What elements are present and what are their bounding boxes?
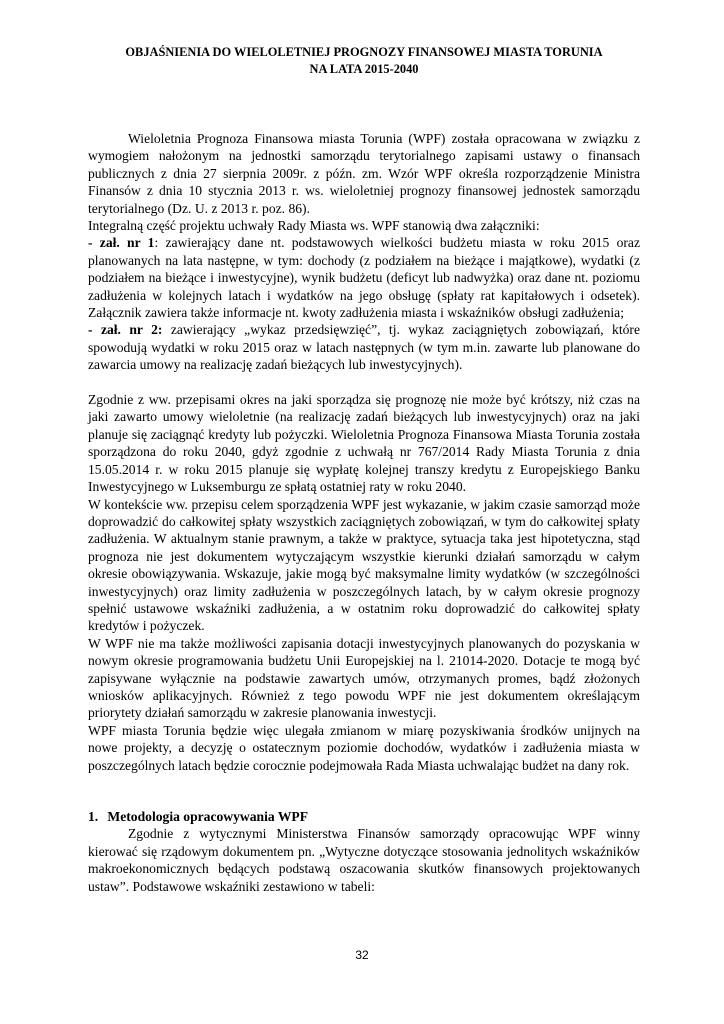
section-1-number: 1. xyxy=(88,809,99,825)
attachments-intro: Integralną część projektu uchwały Rady Miasta ws. WPF stanowią dwa załączniki: xyxy=(88,218,540,234)
document-page xyxy=(88,44,640,895)
purpose-paragraph: W kontekście ww. przepisu celem sporządzenia WPF jest wykazanie, w jakim czasie samorząd może doprowadzić do całkowitej spłaty wszystkich zaciągniętych zobowiązań, w tym do całkowitej spłaty zadłużenia. W aktualnym stanie prawnym, a także w praktyce, sytuacja taka jest hipotetyczna, stąd prognoza nie jest dokumentem wytyczającym wszystkie kierunki działań samorządu w całym okresie obowiązywania. Wskazuje, jakie mogą być maksymalne limity wydatków (w szczególności inwestycyjnych) oraz limity zadłużenia w poszczególnych latach, by w całym okresie prognozy spełnić ustawowe wskaźniki zadłużenia, a w ostatnim roku doprowadzić do całkowitej spłaty kredytów i pożyczek. xyxy=(88,496,640,634)
attachment-1-paragraph xyxy=(88,234,640,321)
document-title-line-1: OBJAŚNIENIA DO WIELOLETNIEJ PROGNOZY FINANSOWEJ MIASTA TORUNIA xyxy=(125,45,603,59)
section-1-title: Metodologia opracowywania WPF xyxy=(107,809,309,825)
period-paragraph: Zgodnie z ww. przepisami okres na jaki sporządza się prognozę nie może być krótszy, niż czas na jaki zawarto umowy wieloletnie (na realizację zadań bieżących lub inwestycyjnych) oraz na jaki planuje się zaciągnąć kredyty lub pożyczki. Wieloletnia Prognoza Finansowa Miasta Torunia została sporządzona do roku 2040, gdyż zgodnie z uchwałą nr 767/2014 Rady Miasta Torunia z dnia 15.05.2014 r. w roku 2015 planuje się wypłatę kolejnej transzy kredytu z Europejskiego Banku Inwestycyjnego w Luksemburgu ze spłatą ostatniej raty w roku 2040. xyxy=(88,392,640,495)
attachment-2-paragraph xyxy=(88,321,640,373)
spacer xyxy=(88,374,640,391)
section-1-body: Zgodnie z wytycznymi Ministerstwa Finansów samorządy opracowując WPF winny kierować się rządowym dokumentem pn. „Wytyczne dotyczące stosowania jednolitych wskaźników makroekonomicznych będących podstawą oszacowania skutków finansowych projektowanych ustaw”. Podstawowe wskaźniki zestawiono w tabeli: xyxy=(88,826,640,894)
document-title xyxy=(88,44,640,78)
grants-paragraph: W WPF nie ma także możliwości zapisania dotacji inwestycyjnych planowanych do pozyskania w nowym okresie programowania budżetu Unii Europejskiej na l. 21014-2020. Dotacje te mogą być zapisywane wyłącznie na podstawie zawartych umów, otrzymanych promes, bądź złożonych wniosków aplikacyjnych. Również z tego powodu WPF nie jest dokumentem określającym priorytety działań samorządu w zakresie planowania inwestycji. xyxy=(88,635,640,721)
attachment-2-label: - zał. nr 2: xyxy=(88,322,163,338)
changes-paragraph: WPF miasta Torunia będzie więc ulegała zmianom w miarę pozyskiwania środków unijnych na nowe projekty, a decyzję o ostatecznym poziomie dochodów, wydatków i zadłużenia miasta w poszczególnych latach będzie corocznie podejmowała Rada Miasta uchwalając budżet na dany rok. xyxy=(88,722,640,773)
section-1-heading xyxy=(88,808,640,825)
page-number: 32 xyxy=(355,948,369,962)
intro-paragraph: Wieloletnia Prognoza Finansowa miasta Torunia (WPF) została opracowana w związku z wymogiem nałożonym na jednostki samorządu terytorialnego zapisami ustawy o finansach publicznych z dnia 27 sierpnia 2009r. z późn. zm. Wzór WPF określa rozporządzenie Ministra Finansów z dnia 10 stycznia 2013 r. ws. wieloletniej prognozy finansowej jednostek samorządu terytorialnego (Dz. U. z 2013 r. poz. 86). xyxy=(88,131,640,216)
document-title-line-2: NA LATA 2015-2040 xyxy=(309,62,419,76)
attachment-1-label: - zał. nr 1 xyxy=(88,235,155,251)
attachment-1-text: : zawierający dane nt. podstawowych wielkości budżetu miasta w roku 2015 oraz planowanych na lata następne, w tym: dochody (z podziałem na bieżące i majątkowe), wydatki (z podziałem na bieżące i inwestycyjne), wynik budżetu (deficyt lub nadwyżka) oraz dane nt. poziomu zadłużenia w kolejnych latach i wydatków na jego obsługę (spłaty rat kapitałowych i odsetek). Załącznik zawiera także informacje nt. kwoty zadłużenia miasta i wskaźników obsługi zadłużenia; xyxy=(88,235,640,321)
attachment-2-text: zawierający „wykaz przedsięwzięć”, tj. wykaz zaciągniętych zobowiązań, które spowodują wydatki w roku 2015 oraz w latach następnych (w tym m.in. zawarte lub planowane do zawarcia umowy na realizację zadań bieżących lub inwestycyjnych). xyxy=(88,322,640,373)
spacer xyxy=(88,774,640,808)
spacer xyxy=(88,78,640,130)
